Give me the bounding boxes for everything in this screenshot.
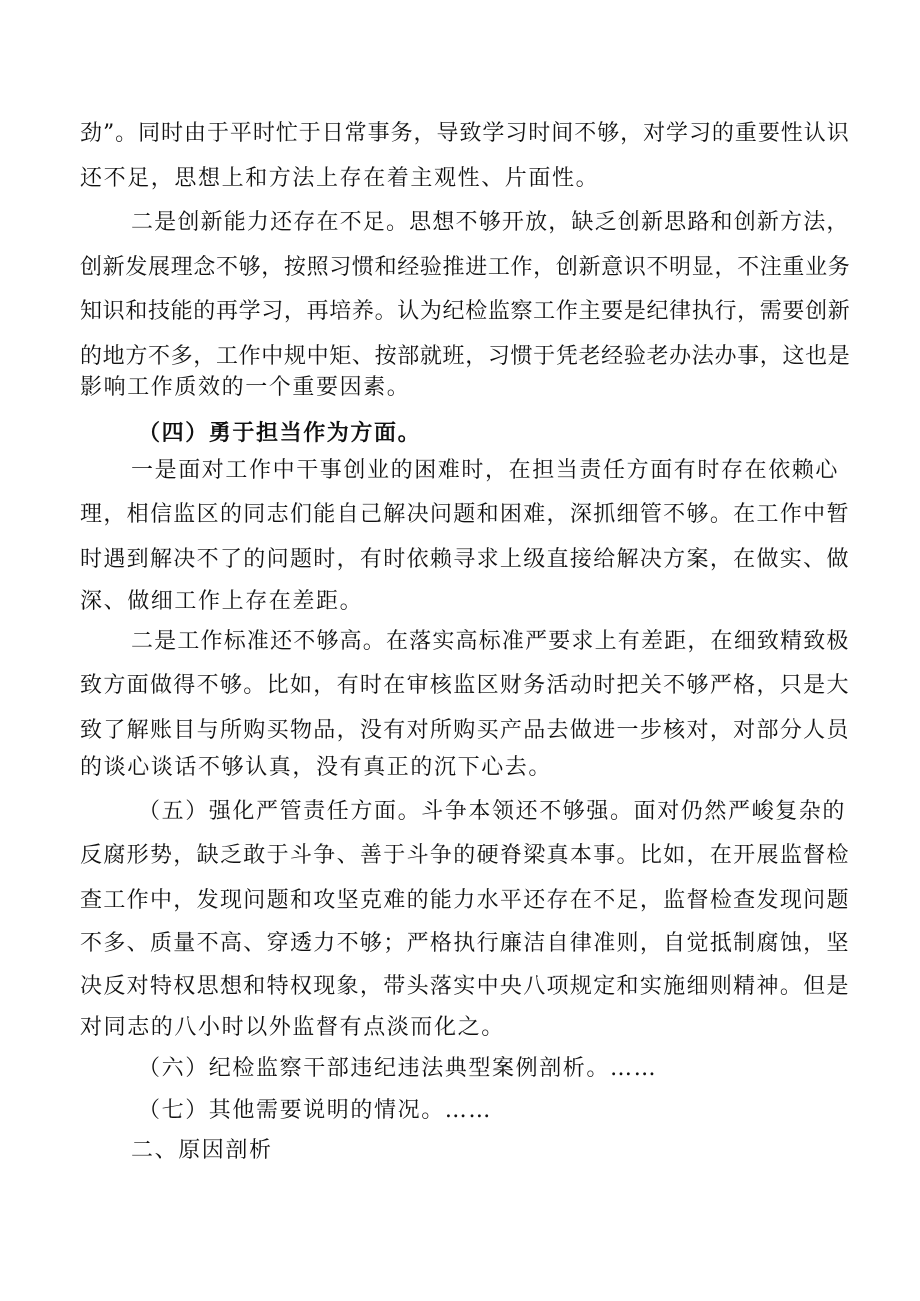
text-line: 还不足，思想上和方法上存在着主观性、片面性。 [80,166,600,191]
text-line: 致方面做得不够。比如，有时在审核监区财务活动时把关不够严格，只是大 [80,673,850,698]
text-line: 不多、质量不高、穿透力不够；严格执行廉洁自律准则，自觉抵制腐蚀，坚 [80,931,850,956]
text-line: 知识和技能的再学习，再培养。认为纪检监察工作主要是纪律执行，需要创新 [80,299,851,324]
section-heading: （六）纪检监察干部违纪违法典型案例剖析。…… [138,1056,658,1081]
text-line: 对同志的八小时以外监督有点淡而化之。 [80,1015,505,1040]
text-line: 致了解账目与所购买物品，没有对所购买产品去做进一步核对，对部分人员 [80,718,850,743]
text-line: 决反对特权思想和特权现象，带头落实中央八项规定和实施细则精神。但是 [80,974,850,999]
text-line: 创新发展理念不够，按照习惯和经验推进工作，创新意识不明显，不注重业务 [80,255,851,280]
text-line: 劲”。同时由于平时忙于日常事务，导致学习时间不够，对学习的重要性认识 [80,121,850,146]
section-heading: （七）其他需要说明的情况。…… [138,1098,493,1123]
text-line: 的地方不多，工作中规中矩、按部就班，习惯于凭老经验老办法办事，这也是 [80,344,851,369]
section-heading: （四）勇于担当作为方面。 [138,420,422,446]
text-line: 深、做细工作上存在差距。 [80,589,364,614]
text-line: 影响工作质效的一个重要因素。 [80,375,411,400]
text-line: 的谈心谈话不够认真，没有真正的沉下心去。 [80,755,553,780]
text-line: 理，相信监区的同志们能自己解决问题和困难，深抓细管不够。在工作中暂 [80,502,850,527]
text-line: 查工作中，发现问题和攻坚克难的能力水平还存在不足，监督检查发现问题 [80,888,850,913]
section-heading: （五）强化严管责任方面。斗争本领还不够强。面对仍然严峻复杂的 [138,799,847,824]
chapter-heading: 二、原因剖析 [131,1138,273,1163]
paragraph-line-first: 一是面对工作中干事创业的困难时，在担当责任方面有时存在依赖心 [131,458,840,483]
paragraph-line-first: 二是创新能力还存在不足。思想不够开放，缺乏创新思路和创新方法， [131,210,850,235]
text-line: 时遇到解决不了的问题时，有时依赖寻求上级直接给解决方案，在做实、做 [80,547,850,572]
text-line: 反腐形势，缺乏敢于斗争、善于斗争的硬脊梁真本事。比如，在开展监督检 [80,843,850,868]
paragraph-line-first: 二是工作标准还不够高。在落实高标准严要求上有差距，在细致精致极 [131,629,850,654]
